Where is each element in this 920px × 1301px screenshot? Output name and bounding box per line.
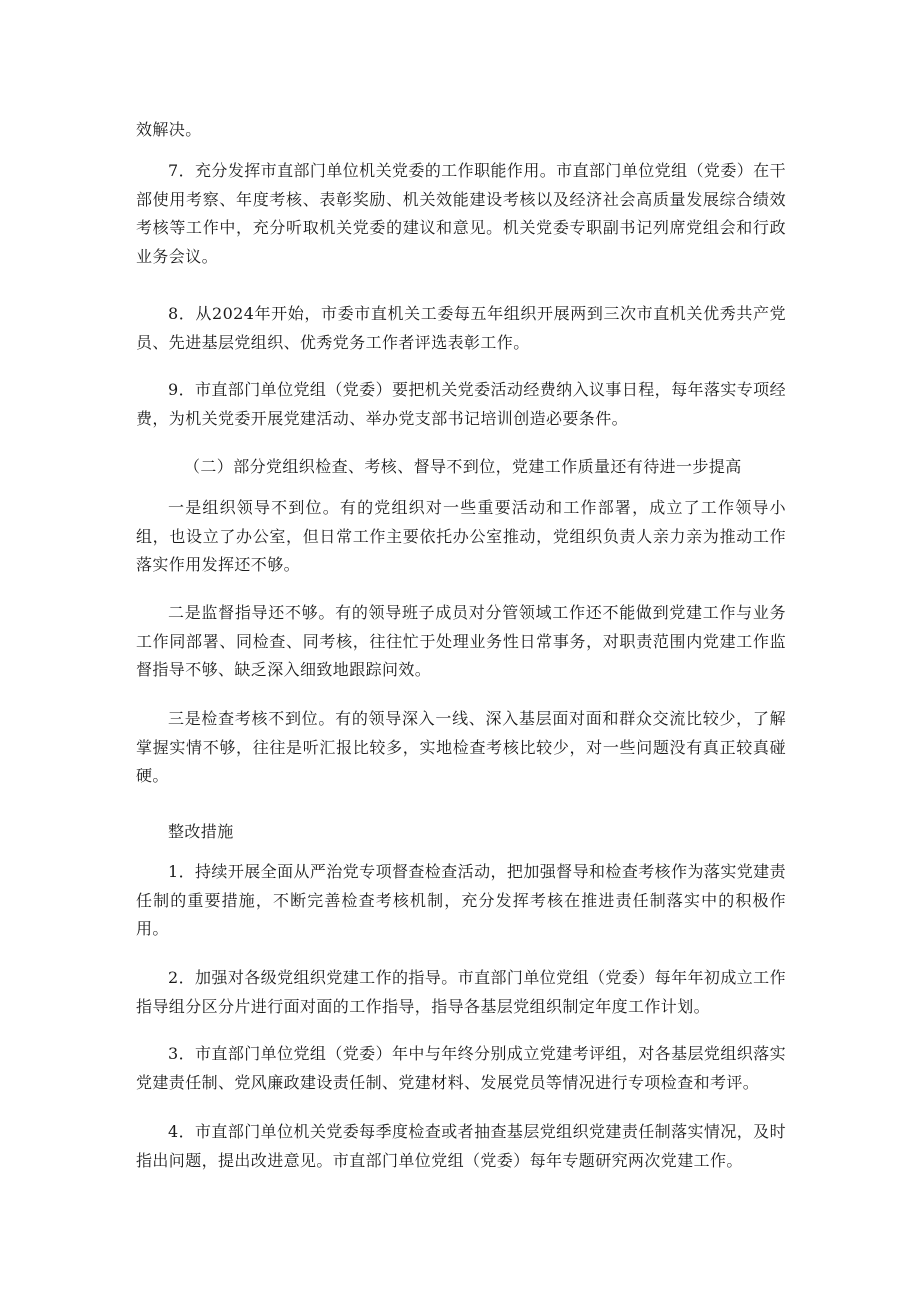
paragraph-issue-2: 二是监督指导还不够。有的领导班子成员对分管领域工作还不能做到党建工作与业务工作同部署、同检查、同考核，往往忙于处理业务性日常事务，对职责范围内党建工作监督指导不够、缺乏深入细致地跟踪问效。 — [136, 603, 786, 679]
section-heading-2: （二）部分党组织检查、考核、督导不到位，党建工作质量还有待进一步提高 — [184, 457, 742, 476]
section-heading-measures: 整改措施 — [168, 822, 234, 841]
paragraph-measure-2: 2．加强对各级党组织党建工作的指导。市直部门单位党组（党委）每年年初成立工作指导组分区分片进行面对面的工作指导，指导各基层党组织制定年度工作计划。 — [136, 968, 786, 1016]
paragraph-measure-3: 3．市直部门单位党组（党委）年中与年终分别成立党建考评组，对各基层党组织落实党建责任制、党风廉政建设责任制、党建材料、发展党员等情况进行专项检查和考评。 — [136, 1044, 786, 1092]
paragraph-item-9: 9．市直部门单位党组（党委）要把机关党委活动经费纳入议事日程，每年落实专项经费，为机关党委开展党建活动、举办党支部书记培训创造必要条件。 — [136, 380, 786, 428]
paragraph-issue-3: 三是检查考核不到位。有的领导深入一线、深入基层面对面和群众交流比较少，了解掌握实情不够，往往是听汇报比较多，实地检查考核比较少，对一些问题没有真正较真碰硬。 — [136, 709, 786, 785]
paragraph-measure-1: 1．持续开展全面从严治党专项督查检查活动，把加强督导和检查考核作为落实党建责任制的重要措施，不断完善检查考核机制，充分发挥考核在推进责任制落实中的积极作用。 — [136, 862, 786, 938]
paragraph-issue-1: 一是组织领导不到位。有的党组织对一些重要活动和工作部署，成立了工作领导小组，也设立了办公室，但日常工作主要依托办公室推动，党组织负责人亲力亲为推动工作落实作用发挥还不够。 — [136, 498, 786, 574]
paragraph-item-8: 8．从2024年开始，市委市直机关工委每五年组织开展两到三次市直机关优秀共产党员、先进基层党组织、优秀党务工作者评选表彰工作。 — [136, 304, 786, 352]
paragraph-item-7: 7．充分发挥市直部门单位机关党委的工作职能作用。市直部门单位党组（党委）在干部使用考察、年度考核、表彰奖励、机关效能建设考核以及经济社会高质量发展综合绩效考核等工作中，充分听取机关党委的建议和意见。机关党委专职副书记列席党组会和行政业务会议。 — [136, 161, 786, 266]
paragraph-measure-4: 4．市直部门单位机关党委每季度检查或者抽查基层党组织党建责任制落实情况，及时指出问题，提出改进意见。市直部门单位党组（党委）每年专题研究两次党建工作。 — [136, 1122, 786, 1170]
paragraph-continuation: 效解决。 — [136, 120, 202, 139]
